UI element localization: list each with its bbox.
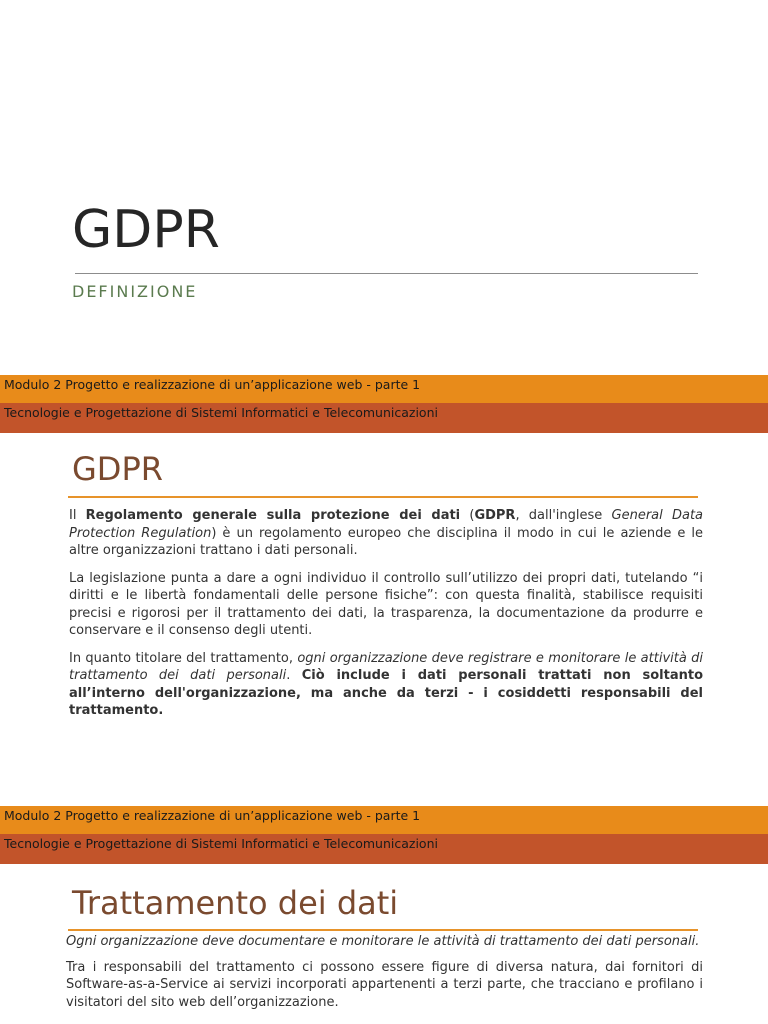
footer-course-band: Tecnologie e Progettazione di Sistemi Informatici e Telecomunicazioni: [0, 834, 768, 864]
paragraph: In quanto titolare del trattamento, ogni organizzazione deve registrare e monitorare le attività di trattamento dei dati personali. Ciò include i dati personali trattati non soltanto all’interno dell'organizzazione, ma anche da terzi - i cosiddetti responsabili del trattamento.: [69, 650, 703, 718]
slide-body: [69, 507, 703, 730]
slide-title: GDPR: [72, 200, 220, 260]
footer-course-band: Tecnologie e Progettazione di Sistemi Informatici e Telecomunicazioni: [0, 403, 768, 433]
title-underline: [68, 496, 698, 498]
paragraph: Tra i responsabili del trattamento ci possono essere figure di diversa natura, dai fornitori di Software-as-a-Service ai servizi incorporati appartenenti a terzi parte, che tracciano e profilano i visitatori del sito web dell’organizzazione.: [66, 959, 703, 1010]
slide-subtitle: DEFINIZIONE: [72, 282, 198, 301]
slide-title: Trattamento dei dati: [72, 884, 399, 922]
paragraph: Ogni organizzazione deve documentare e monitorare le attività di trattamento dei dati personali.: [66, 934, 700, 949]
footer-module-band: Modulo 2 Progetto e realizzazione di un’applicazione web - parte 1: [0, 806, 768, 834]
title-divider: [75, 273, 698, 274]
paragraph: Il Regolamento generale sulla protezione dei dati (GDPR, dall'inglese General Data Protection Regulation) è un regolamento europeo che disciplina il modo in cui le aziende e le altre organizzazioni trattano i dati personali.: [69, 508, 704, 558]
footer-module-band: Modulo 2 Progetto e realizzazione di un’applicazione web - parte 1: [0, 375, 768, 403]
paragraph: La legislazione punta a dare a ogni individuo il controllo sull’utilizzo dei propri dati, tutelando “i diritti e le libertà fondamentali delle persone fisiche”: con questa finalità, stabilisce requisiti precisi e rigorosi per il trattamento dei dati, la trasparenza, la documentazione da produrre e conservare e il consenso degli utenti.: [69, 570, 703, 638]
title-slide: [0, 0, 768, 375]
title-underline: [68, 929, 698, 931]
slide-title: GDPR: [72, 450, 163, 488]
slide-body: [66, 933, 703, 1021]
